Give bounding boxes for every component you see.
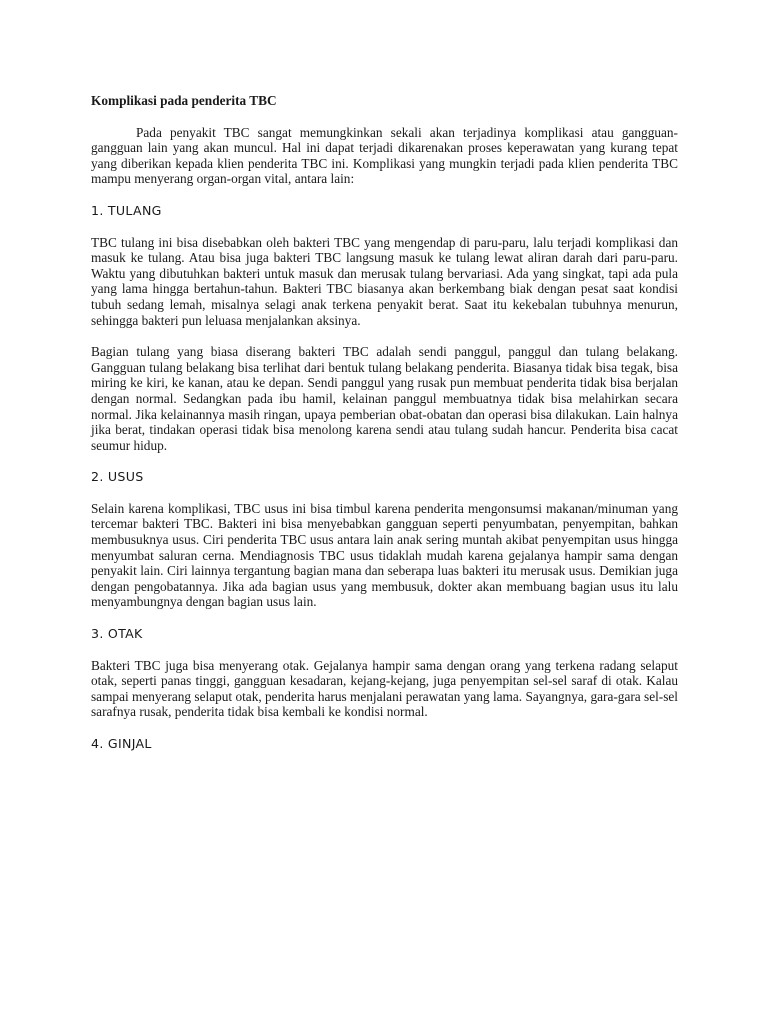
paragraph-usus-1: Selain karena komplikasi, TBC usus ini bisa timbul karena penderita mengonsumsi makanan/minuman yang tercemar bakteri TBC. Bakteri ini bisa menyebabkan gangguan seperti penyumbatan, penyempitan, bahkan membusuknya usus. Ciri penderita TBC usus antara lain anak sering muntah akibat penyempitan usus hingga menyumbat saluran cerna. Mendiagnosis TBC usus tidaklah mudah karena gejalanya hampir sama dengan penyakit lain. Ciri lainnya tergantung bagian mana dan seberapa luas bakteri itu merusak usus. Demikian juga dengan pengobatannya. Jika ada bagian usus yang membusuk, dokter akan membuang bagian usus itu lalu menyambungnya dengan bagian usus lain. [91,500,678,610]
section-heading-ginjal: 4. GINJAL [91,736,152,751]
paragraph-otak-1: Bakteri TBC juga bisa menyerang otak. Gejalanya hampir sama dengan orang yang terkena radang selaput otak, seperti panas tinggi, gangguan kesadaran, kejang-kejang, juga penyempitan sel-sel saraf di otak. Kalau sampai menyerang selaput otak, penderita harus menjalani perawatan yang lama. Sayangnya, gara-gara sel-sel sarafnya rusak, penderita tidak bisa kembali ke kondisi normal. [91,657,678,720]
section-heading-usus: 2. USUS [91,469,144,485]
paragraph-tulang-2: Bagian tulang yang biasa diserang bakteri TBC adalah sendi panggul, panggul dan tulang belakang. Gangguan tulang belakang bisa terlihat dari bentuk tulang belakang penderita. Biasanya tidak bisa tegak, bisa miring ke kiri, ke kanan, atau ke depan. Sendi panggul yang rusak pun membuat penderita tidak bisa berjalan dengan normal. Sedangkan pada ibu hamil, kelainan panggul membuatnya tidak bisa melahirkan secara normal. Jika kelainannya masih ringan, upaya pemberian obat-obatan dan operasi bisa dilakukan. Lain halnya jika berat, tindakan operasi tidak bisa menolong karena sendi atau tulang sudah hancur. Penderita bisa cacat seumur hidup. [91,344,678,453]
section-heading-otak: 3. OTAK [91,626,143,642]
document-title: Komplikasi pada penderita TBC [91,93,277,108]
document-body [91,93,678,768]
intro-paragraph: Pada penyakit TBC sangat memungkinkan sekali akan terjadinya komplikasi atau gangguan-gangguan lain yang akan muncul. Hal ini dapat terjadi dikarenakan proses keperawatan yang kurang tepat yang diberikan kepada klien penderita TBC ini. Komplikasi yang mungkin terjadi pada klien penderita TBC mampu menyerang organ-organ vital, antara lain: [91,124,678,187]
paragraph-tulang-1: TBC tulang ini bisa disebabkan oleh bakteri TBC yang mengendap di paru-paru, lalu terjadi komplikasi dan masuk ke tulang. Atau bisa juga bakteri TBC langsung masuk ke tulang lewat aliran darah dari paru-paru. Waktu yang dibutuhkan bakteri untuk masuk dan merusak tulang bervariasi. Ada yang singkat, tapi ada pula yang lama hingga bertahun-tahun. Bakteri TBC biasanya akan berkembang biak dengan pesat saat kondisi tubuh sedang lemah, misalnya selagi anak terkena penyakit berat. Saat itu kekebalan tubuhnya menurun, sehingga bakteri pun leluasa menjalankan aksinya. [91,234,678,328]
section-heading-tulang: 1. TULANG [91,202,162,218]
